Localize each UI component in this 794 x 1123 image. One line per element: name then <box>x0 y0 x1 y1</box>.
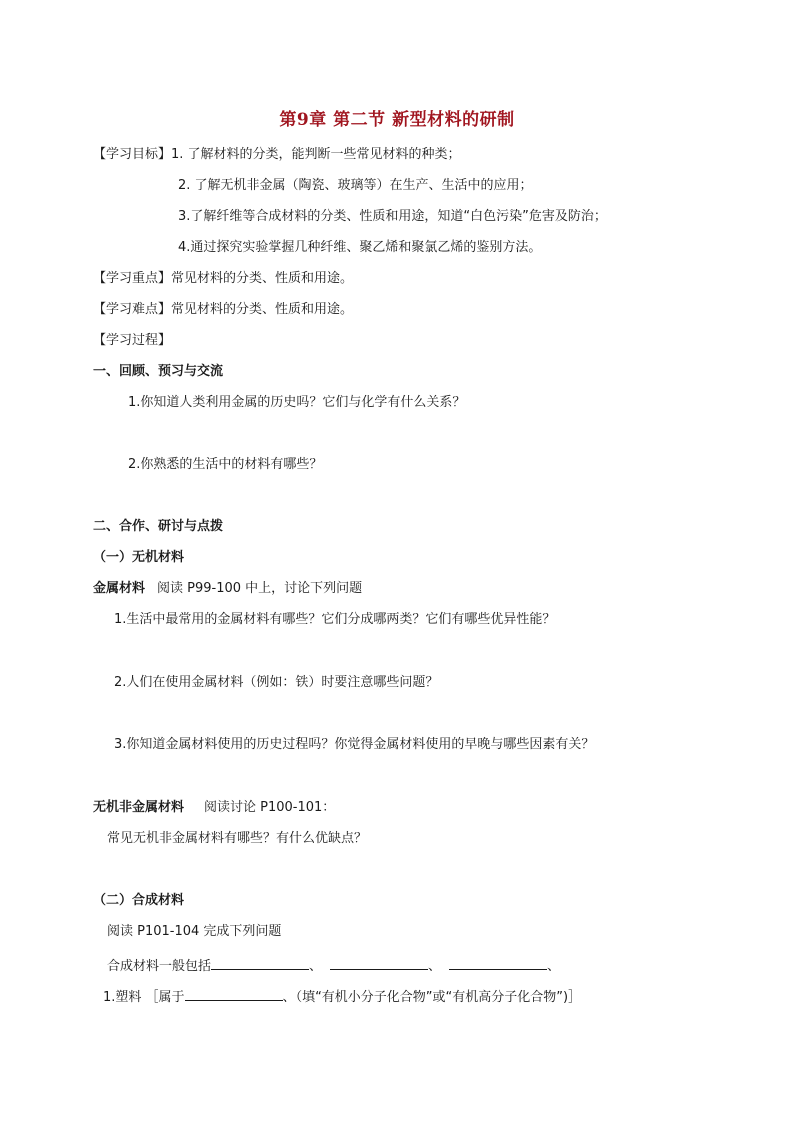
question: 1.你知道人类利用金属的历史吗？它们与化学有什么关系？ <box>128 395 466 410</box>
plastic-prefix: 1.塑料 ［属于 <box>103 990 185 1005</box>
separator: 、 <box>282 990 296 1005</box>
subsection-heading: （一）无机材料 <box>93 550 185 565</box>
metal-row <box>93 580 362 598</box>
question: 3.你知道金属材料使用的历史过程吗？你觉得金属材料使用的早晚与哪些因素有关？ <box>114 737 595 752</box>
synth-include-label: 合成材料一般包括 <box>107 959 212 974</box>
process-label: 【学习过程】 <box>93 333 172 348</box>
objectives-row-1 <box>93 146 461 164</box>
question: 常见无机非金属材料有哪些？有什么优缺点？ <box>107 831 368 846</box>
answer-blank[interactable] <box>449 955 547 970</box>
objective-item: 3.了解纤维等合成材料的分类、性质和用途，知道“白色污染”危害及防治； <box>178 209 607 224</box>
objective-item: 1. 了解材料的分类，能判断一些常见材料的种类； <box>171 147 461 162</box>
key-point-row <box>93 270 353 288</box>
metal-read: 阅读 P99-100 中上，讨论下列问题 <box>157 581 363 596</box>
objective-item: 4.通过探究实验掌握几种纤维、聚乙烯和聚氯乙烯的鉴别方法。 <box>178 240 542 255</box>
question: 1.生活中最常用的金属材料有哪些？它们分成哪两类？它们有哪些优异性能？ <box>114 612 556 627</box>
objectives-label: 【学习目标】 <box>93 147 172 162</box>
separator: 、 <box>309 959 323 974</box>
nonmetal-label: 无机非金属材料 <box>93 800 185 815</box>
plastic-suffix: （填“有机小分子化合物”或“有机高分子化合物”)］ <box>295 990 582 1005</box>
separator: 、 <box>428 959 442 974</box>
section2-heading: 二、合作、研讨与点拨 <box>93 519 224 534</box>
difficulty-label: 【学习难点】 <box>93 302 172 317</box>
plastic-row <box>103 986 581 1007</box>
separator: 、 <box>547 959 561 974</box>
question: 2.人们在使用金属材料（例如：铁）时要注意哪些问题？ <box>114 675 439 690</box>
key-point-label: 【学习重点】 <box>93 271 172 286</box>
question: 2.你熟悉的生活中的材料有哪些？ <box>128 457 323 472</box>
objective-item: 2. 了解无机非金属（陶瓷、玻璃等）在生产、生活中的应用； <box>178 178 533 193</box>
answer-blank[interactable] <box>211 955 309 970</box>
nonmetal-row <box>93 799 335 817</box>
synth-read: 阅读 P101-104 完成下列问题 <box>107 924 282 939</box>
synth-include-row <box>107 955 560 976</box>
nonmetal-read: 阅读讨论 P100-101： <box>204 800 336 815</box>
key-point-text: 常见材料的分类、性质和用途。 <box>171 271 354 286</box>
answer-blank[interactable] <box>185 986 283 1001</box>
page-title: 第9章 第二节 新型材料的研制 <box>279 110 515 130</box>
subsection-heading: （二）合成材料 <box>93 893 185 908</box>
section1-heading: 一、回顾、预习与交流 <box>93 364 224 379</box>
difficulty-text: 常见材料的分类、性质和用途。 <box>171 302 354 317</box>
metal-label: 金属材料 <box>93 581 146 596</box>
difficulty-row <box>93 301 353 319</box>
answer-blank[interactable] <box>330 955 428 970</box>
